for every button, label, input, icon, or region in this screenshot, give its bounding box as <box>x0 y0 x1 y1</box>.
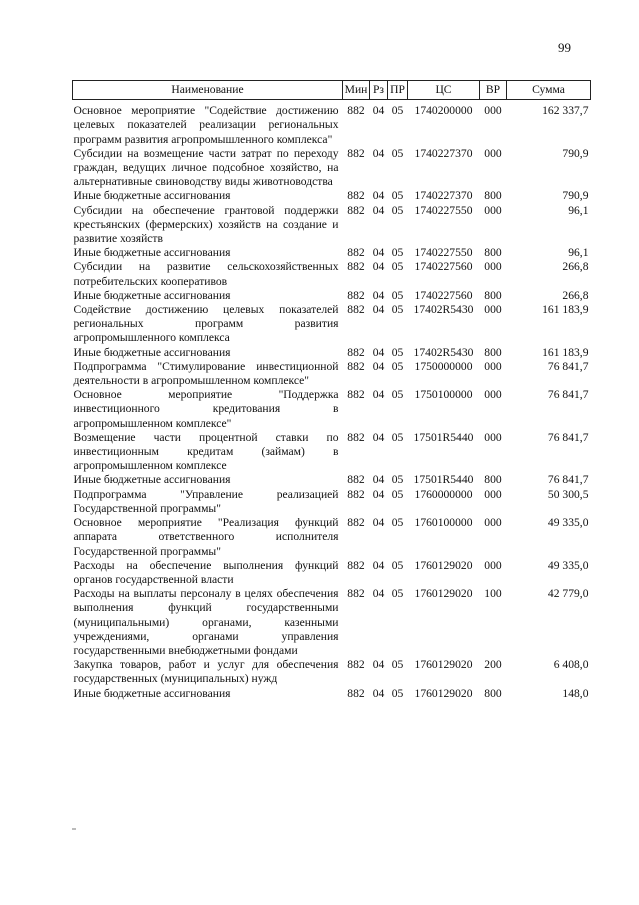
cell-vr: 000 <box>484 303 502 317</box>
cell-pr: 05 <box>391 558 404 572</box>
cell-pr: 05 <box>391 516 404 530</box>
table-row <box>73 360 591 388</box>
cell-rz: 04 <box>372 203 385 217</box>
budget-table <box>72 80 591 701</box>
cell-rz: 04 <box>372 260 385 274</box>
cell-cs: 1740227560 <box>414 260 473 274</box>
cell-name: Основное мероприятие "Поддержка инвестиционного кредитования в агропромышленном комплексе" <box>73 388 339 430</box>
cell-min: 882 <box>347 587 365 601</box>
cell-min: 882 <box>347 558 365 572</box>
cell-rz: 04 <box>372 516 385 530</box>
table-row <box>73 687 591 701</box>
header-min: Мин <box>343 81 370 100</box>
cell-pr: 05 <box>391 303 404 317</box>
header-pr: ПР <box>388 81 408 100</box>
cell-min: 882 <box>347 516 365 530</box>
cell-min: 882 <box>347 203 365 217</box>
cell-cs: 17501R5440 <box>413 430 474 444</box>
cell-sum: 6 408,0 <box>553 658 589 672</box>
cell-vr: 000 <box>484 516 502 530</box>
header-rz: Рз <box>370 81 388 100</box>
cell-min: 882 <box>347 359 365 373</box>
cell-rz: 04 <box>372 686 385 700</box>
table-row <box>73 204 591 247</box>
cell-cs: 17501R5440 <box>413 473 474 487</box>
cell-sum: 161 183,9 <box>542 303 589 317</box>
cell-name: Иные бюджетные ассигнования <box>73 345 231 359</box>
cell-sum: 148,0 <box>562 686 589 700</box>
cell-rz: 04 <box>372 430 385 444</box>
cell-sum: 76 841,7 <box>547 359 589 373</box>
cell-vr: 000 <box>484 558 502 572</box>
cell-name: Основное мероприятие "Содействие достижению целевых показателей реализации региональных программ развития агропромышленного комплекса" <box>73 104 339 146</box>
cell-rz: 04 <box>372 303 385 317</box>
cell-pr: 05 <box>391 345 404 359</box>
cell-pr: 05 <box>391 260 404 274</box>
table-row <box>73 303 591 346</box>
cell-cs: 1750100000 <box>414 388 473 402</box>
table-row <box>73 473 591 487</box>
cell-cs: 1740227370 <box>414 146 473 160</box>
table-row <box>73 587 591 658</box>
cell-min: 882 <box>347 686 365 700</box>
cell-cs: 17402R5430 <box>413 345 474 359</box>
table-row <box>73 559 591 587</box>
header-vr: ВР <box>480 81 507 100</box>
cell-sum: 49 335,0 <box>547 558 589 572</box>
cell-rz: 04 <box>372 288 385 302</box>
cell-name: Расходы на выплаты персоналу в целях обеспечения выполнения функций государственными (муниципальными) органами, казенными учреждениями, органами управления государственными внебюджетными фондами <box>73 587 339 657</box>
table-row <box>73 346 591 360</box>
cell-pr: 05 <box>391 430 404 444</box>
cell-sum: 790,9 <box>562 189 589 203</box>
table-row <box>73 289 591 303</box>
cell-sum: 50 300,5 <box>547 487 589 501</box>
cell-cs: 1740227560 <box>414 288 473 302</box>
cell-vr: 800 <box>484 288 502 302</box>
cell-pr: 05 <box>391 203 404 217</box>
header-cs: ЦС <box>408 81 480 100</box>
cell-name: Иные бюджетные ассигнования <box>73 288 231 302</box>
cell-sum: 49 335,0 <box>547 516 589 530</box>
cell-pr: 05 <box>391 388 404 402</box>
table-row <box>73 100 591 147</box>
cell-rz: 04 <box>372 658 385 672</box>
cell-cs: 1760129020 <box>414 686 473 700</box>
cell-cs: 1760129020 <box>414 587 473 601</box>
cell-name: Иные бюджетные ассигнования <box>73 189 231 203</box>
table-row <box>73 488 591 516</box>
cell-vr: 000 <box>484 359 502 373</box>
cell-min: 882 <box>347 146 365 160</box>
cell-rz: 04 <box>372 388 385 402</box>
cell-rz: 04 <box>372 104 385 118</box>
cell-vr: 000 <box>484 146 502 160</box>
cell-sum: 76 841,7 <box>547 473 589 487</box>
cell-pr: 05 <box>391 288 404 302</box>
cell-name: Расходы на обеспечение выполнения функций органов государственной власти <box>73 558 339 586</box>
cell-vr: 000 <box>484 104 502 118</box>
cell-min: 882 <box>347 487 365 501</box>
cell-cs: 1740227550 <box>414 203 473 217</box>
cell-pr: 05 <box>391 686 404 700</box>
cell-pr: 05 <box>391 246 404 260</box>
cell-name: Иные бюджетные ассигнования <box>73 246 231 260</box>
cell-sum: 96,1 <box>568 246 589 260</box>
cell-cs: 1740227550 <box>414 246 473 260</box>
cell-rz: 04 <box>372 146 385 160</box>
cell-min: 882 <box>347 104 365 118</box>
cell-vr: 800 <box>484 686 502 700</box>
cell-min: 882 <box>347 345 365 359</box>
cell-pr: 05 <box>391 146 404 160</box>
cell-pr: 05 <box>391 487 404 501</box>
table-row <box>73 388 591 431</box>
cell-cs: 17402R5430 <box>413 303 474 317</box>
cell-rz: 04 <box>372 189 385 203</box>
header-sum: Сумма <box>507 81 591 100</box>
cell-rz: 04 <box>372 345 385 359</box>
cell-rz: 04 <box>372 473 385 487</box>
cell-name: Субсидии на обеспечение грантовой поддержки крестьянских (фермерских) хозяйств на создание и развитие хозяйств <box>73 203 339 246</box>
table-row <box>73 516 591 559</box>
header-name: Наименование <box>73 81 343 100</box>
cell-vr: 000 <box>484 388 502 402</box>
cell-pr: 05 <box>391 359 404 373</box>
cell-vr: 800 <box>484 189 502 203</box>
page-number: 99 <box>558 40 571 55</box>
cell-pr: 05 <box>391 587 404 601</box>
cell-sum: 266,8 <box>562 260 589 274</box>
table-row <box>73 260 591 288</box>
cell-cs: 1760100000 <box>414 516 473 530</box>
cell-sum: 162 337,7 <box>542 104 589 118</box>
cell-vr: 000 <box>484 487 502 501</box>
table-body <box>73 100 591 701</box>
table-header-row <box>73 81 591 100</box>
cell-sum: 266,8 <box>562 288 589 302</box>
cell-name: Субсидии на развитие сельскохозяйственных потребительских кооперативов <box>73 260 339 288</box>
cell-name: Подпрограмма "Управление реализацией Государственной программы" <box>73 487 339 515</box>
cell-min: 882 <box>347 288 365 302</box>
cell-min: 882 <box>347 303 365 317</box>
cell-cs: 1740227370 <box>414 189 473 203</box>
cell-cs: 1750000000 <box>414 359 473 373</box>
cell-sum: 790,9 <box>562 146 589 160</box>
cell-name: Субсидии на возмещение части затрат по переходу граждан, ведущих личное подсобное хозяйство, на альтернативные свиноводству виды животноводства <box>73 146 339 189</box>
cell-rz: 04 <box>372 246 385 260</box>
cell-min: 882 <box>347 473 365 487</box>
cell-name: Возмещение части процентной ставки по инвестиционным кредитам (займам) в агропромышленном комплексе <box>73 430 339 473</box>
cell-min: 882 <box>347 246 365 260</box>
cell-name: Основное мероприятие "Реализация функций аппарата ответственного исполнителя Государственной программы" <box>73 516 339 558</box>
table-row <box>73 147 591 190</box>
table-row <box>73 189 591 203</box>
table-row <box>73 431 591 474</box>
cell-name: Подпрограмма "Стимулирование инвестиционной деятельности в агропромышленном комплексе" <box>73 359 339 388</box>
cell-sum: 76 841,7 <box>547 388 589 402</box>
cell-pr: 05 <box>391 104 404 118</box>
table-row <box>73 658 591 686</box>
cell-pr: 05 <box>391 658 404 672</box>
cell-cs: 1760129020 <box>414 558 473 572</box>
cell-rz: 04 <box>372 587 385 601</box>
cell-cs: 1740200000 <box>414 104 473 118</box>
table-row <box>73 246 591 260</box>
cell-min: 882 <box>347 388 365 402</box>
cell-min: 882 <box>347 658 365 672</box>
cell-name: Закупка товаров, работ и услуг для обеспечения государственных (муниципальных) нужд <box>73 658 339 686</box>
cell-vr: 000 <box>484 203 502 217</box>
cell-sum: 76 841,7 <box>547 430 589 444</box>
cell-min: 882 <box>347 430 365 444</box>
cell-min: 882 <box>347 260 365 274</box>
cell-pr: 05 <box>391 189 404 203</box>
cell-name: Иные бюджетные ассигнования <box>73 473 231 487</box>
cell-pr: 05 <box>391 473 404 487</box>
cell-vr: 100 <box>484 587 502 601</box>
cell-sum: 161 183,9 <box>542 345 589 359</box>
cell-name: Иные бюджетные ассигнования <box>73 686 231 700</box>
cell-vr: 200 <box>484 658 502 672</box>
cell-rz: 04 <box>372 558 385 572</box>
cell-min: 882 <box>347 189 365 203</box>
cell-cs: 1760129020 <box>414 658 473 672</box>
cell-name: Содействие достижению целевых показателей региональных программ развития агропромышленного комплекса <box>73 303 339 345</box>
cell-vr: 800 <box>484 246 502 260</box>
cell-vr: 000 <box>484 430 502 444</box>
cell-sum: 42 779,0 <box>547 587 589 601</box>
cell-vr: 000 <box>484 260 502 274</box>
cell-rz: 04 <box>372 359 385 373</box>
cell-cs: 1760000000 <box>414 487 473 501</box>
cell-vr: 800 <box>484 473 502 487</box>
cell-sum: 96,1 <box>568 203 589 217</box>
cell-vr: 800 <box>484 345 502 359</box>
cell-rz: 04 <box>372 487 385 501</box>
scan-mark <box>72 828 76 830</box>
